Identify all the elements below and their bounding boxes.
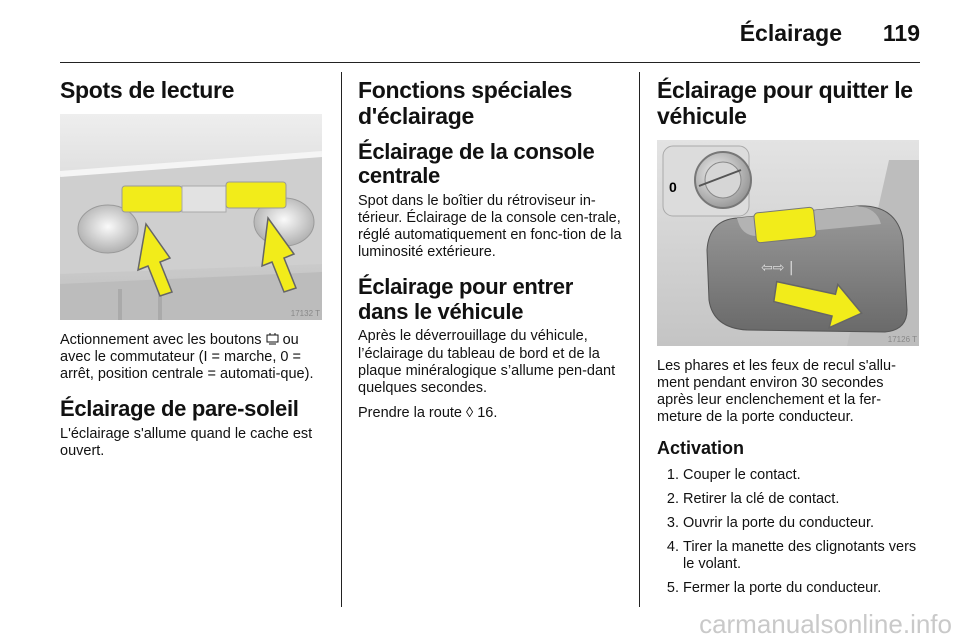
reading-lights-figure	[60, 114, 322, 320]
column-exit-lighting	[657, 72, 921, 605]
section-heading-exit-lighting: Éclairage pour quitter le véhicule	[657, 77, 913, 129]
list-item: 1. Couper le contact.	[683, 467, 921, 484]
watermark-text: carmanualsonline.info	[699, 609, 952, 639]
page-number: 119	[882, 20, 920, 46]
paragraph-sunvisor-lighting: L'éclairage s'allume quand le cache est ouvert.	[60, 425, 313, 459]
turn-signal-stalk-illustration	[657, 140, 919, 346]
subheading-activation: Activation	[657, 437, 745, 458]
list-item: 3. Ouvrir la porte du conducteur.	[683, 515, 921, 532]
column-reading-lights	[60, 72, 322, 468]
paragraph-exit-lighting: Les phares et les feux de recul s'allu-ment pendant environ 30 secondes après leur enclenchement et la fer-meture de la porte conducteur.	[657, 357, 896, 425]
list-item: 4. Tirer la manette des clignotants vers le volant.	[683, 539, 921, 573]
paragraph-console-lighting: Spot dans le boîtier du rétroviseur in-térieur. Éclairage de la console cen-trale, réglé automatiquement en fonc-tion de la luminosité extérieure.	[358, 192, 622, 261]
paragraph-entry-lighting: Après le déverrouillage du véhicule, l’éclairage du tableau de bord et de la plaque minéralogique s’allume pen-dant quelques secondes.	[358, 328, 616, 396]
figure-code: 17132 T	[290, 308, 320, 318]
reading-light-icon	[266, 332, 279, 345]
figure-code: 17126 T	[887, 334, 917, 344]
list-item: 5. Fermer la porte du conducteur.	[683, 580, 921, 597]
page-title: Éclairage	[739, 20, 842, 46]
reading-lights-illustration	[60, 114, 322, 320]
list-item: 2. Retirer la clé de contact.	[683, 491, 921, 508]
column-special-lighting	[358, 72, 622, 430]
activation-steps-list	[657, 467, 921, 598]
subheading-console-lighting: Éclairage de la console centrale	[358, 138, 595, 189]
section-heading-sunvisor-lighting: Éclairage de pare-soleil	[60, 396, 299, 422]
exit-lighting-figure	[657, 140, 919, 346]
figure-position-label: 0	[669, 178, 677, 195]
page-header	[60, 14, 920, 63]
section-heading-reading-lights: Spots de lecture	[60, 77, 235, 103]
paragraph-reading-lights: Actionnement avec les boutons ou avec le commutateur (I = marche, 0 = arrêt, position centrale = automati-que).	[60, 331, 314, 382]
column-divider	[341, 72, 342, 607]
column-divider	[639, 72, 640, 607]
section-heading-special-lighting: Fonctions spéciales d'éclairage	[358, 77, 573, 129]
svg-text:⇦⇨ |: ⇦⇨ |	[761, 259, 794, 276]
paragraph-see-page-link: Prendre la route ◊ 16.	[358, 404, 498, 421]
subheading-entry-lighting: Éclairage pour entrer dans le véhicule	[358, 274, 574, 324]
